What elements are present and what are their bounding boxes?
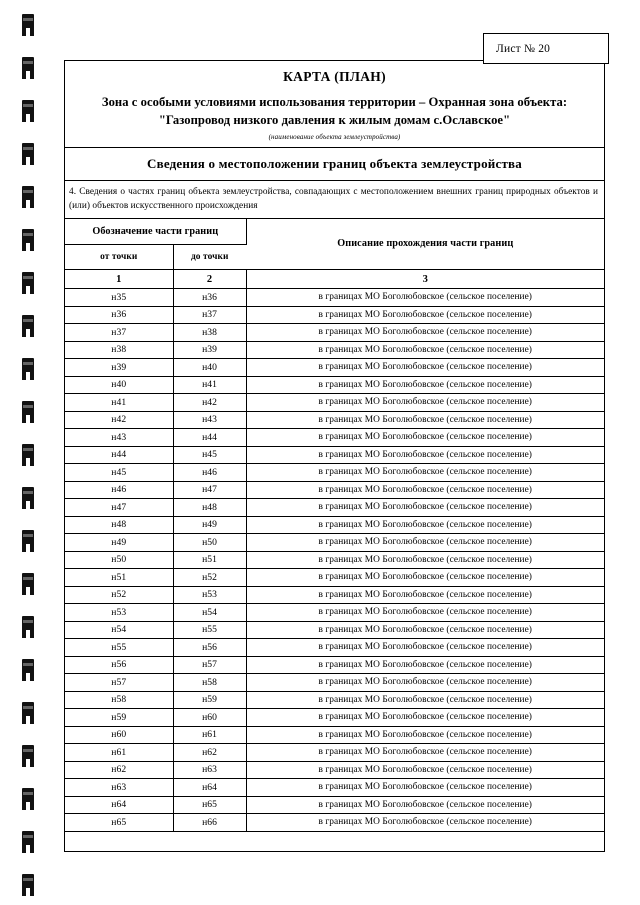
cell-description: в границах МО Боголюбовское (сельское поселение): [246, 376, 604, 394]
table-row: [65, 359, 604, 377]
binding-mark: [22, 745, 34, 767]
binding-mark: [22, 186, 34, 208]
cell-to-point: н55: [173, 621, 246, 639]
cell-description: в границах МО Боголюбовское (сельское поселение): [246, 814, 604, 832]
cell-to-point: н46: [173, 464, 246, 482]
cell-to-point: н56: [173, 639, 246, 657]
cell-description: в границах МО Боголюбовское (сельское поселение): [246, 796, 604, 814]
table-row: [65, 481, 604, 499]
cell-to-point: н44: [173, 429, 246, 447]
binding-mark: [22, 530, 34, 552]
table-row: [65, 306, 604, 324]
table-row: [65, 411, 604, 429]
cell-description: в границах МО Боголюбовское (сельское поселение): [246, 656, 604, 674]
cell-to-point: н53: [173, 586, 246, 604]
binding-mark: [22, 401, 34, 423]
title-block: [65, 61, 604, 148]
table-row: [65, 341, 604, 359]
table-row: [65, 656, 604, 674]
cell-to-point: н52: [173, 569, 246, 587]
binding-mark: [22, 659, 34, 681]
cell-from-point: н43: [65, 429, 173, 447]
cell-to-point: н61: [173, 726, 246, 744]
cell-description: в границах МО Боголюбовское (сельское поселение): [246, 779, 604, 797]
cell-description: в границах МО Боголюбовское (сельское поселение): [246, 551, 604, 569]
binding-mark: [22, 573, 34, 595]
cell-description: в границах МО Боголюбовское (сельское поселение): [246, 341, 604, 359]
table-row: [65, 726, 604, 744]
cell-to-point: н62: [173, 744, 246, 762]
cell-description: в границах МО Боголюбовское (сельское поселение): [246, 324, 604, 342]
table-row: [65, 761, 604, 779]
cell-description: в границах МО Боголюбовское (сельское поселение): [246, 604, 604, 622]
cell-from-point: н57: [65, 674, 173, 692]
binding-mark: [22, 616, 34, 638]
cell-from-point: н61: [65, 744, 173, 762]
binding-mark: [22, 57, 34, 79]
cell-to-point: н63: [173, 761, 246, 779]
cell-to-point: н54: [173, 604, 246, 622]
cell-to-point: н50: [173, 534, 246, 552]
binding-mark: [22, 100, 34, 122]
table-row: [65, 569, 604, 587]
cell-from-point: н36: [65, 306, 173, 324]
cell-to-point: н40: [173, 359, 246, 377]
table-row: [65, 796, 604, 814]
cell-to-point: н42: [173, 394, 246, 412]
cell-from-point: н64: [65, 796, 173, 814]
cell-description: в границах МО Боголюбовское (сельское поселение): [246, 481, 604, 499]
table-row: [65, 534, 604, 552]
cell-from-point: н37: [65, 324, 173, 342]
cell-description: в границах МО Боголюбовское (сельское поселение): [246, 726, 604, 744]
table-header-row-numbers: [65, 270, 604, 289]
cell-description: в границах МО Боголюбовское (сельское поселение): [246, 289, 604, 307]
section-heading: Сведения о местоположении границ объекта землеустройства: [147, 155, 522, 171]
table-row: [65, 324, 604, 342]
cell-from-point: н38: [65, 341, 173, 359]
table-row: [65, 814, 604, 832]
cell-from-point: н63: [65, 779, 173, 797]
cell-description: в границах МО Боголюбовское (сельское поселение): [246, 586, 604, 604]
object-title-line-2: "Газопровод низкого давления к жилым домам с.Ославское": [158, 112, 511, 127]
cell-to-point: н49: [173, 516, 246, 534]
cell-to-point: н60: [173, 709, 246, 727]
cell-description: в границах МО Боголюбовское (сельское поселение): [246, 516, 604, 534]
binding-mark: [22, 444, 34, 466]
cell-from-point: н45: [65, 464, 173, 482]
table-row: [65, 499, 604, 517]
cell-description: в границах МО Боголюбовское (сельское поселение): [246, 744, 604, 762]
document-title: КАРТА (ПЛАН): [283, 69, 386, 84]
cell-from-point: н56: [65, 656, 173, 674]
cell-to-point: н51: [173, 551, 246, 569]
binding-mark: [22, 831, 34, 853]
cell-to-point: н39: [173, 341, 246, 359]
table-row: [65, 621, 604, 639]
column-number-1: 1: [65, 270, 173, 289]
binding-mark: [22, 315, 34, 337]
cell-from-point: н40: [65, 376, 173, 394]
cell-from-point: н65: [65, 814, 173, 832]
cell-to-point: н45: [173, 446, 246, 464]
cell-from-point: н58: [65, 691, 173, 709]
cell-description: в границах МО Боголюбовское (сельское поселение): [246, 446, 604, 464]
cell-description: в границах МО Боголюбовское (сельское поселение): [246, 761, 604, 779]
section-heading-block: [65, 148, 604, 181]
binding-artifacts: [0, 0, 60, 905]
cell-from-point: н50: [65, 551, 173, 569]
cell-from-point: н62: [65, 761, 173, 779]
table-row: [65, 376, 604, 394]
cell-description: в границах МО Боголюбовское (сельское поселение): [246, 709, 604, 727]
cell-to-point: н41: [173, 376, 246, 394]
binding-mark: [22, 14, 34, 36]
table-header: [65, 219, 604, 289]
binding-mark: [22, 702, 34, 724]
cell-to-point: н64: [173, 779, 246, 797]
cell-from-point: н60: [65, 726, 173, 744]
cell-to-point: н57: [173, 656, 246, 674]
document-frame: [64, 60, 605, 852]
table-row: [65, 691, 604, 709]
cell-description: в границах МО Боголюбовское (сельское поселение): [246, 429, 604, 447]
table-header-row-group: [65, 219, 604, 245]
table-row: [65, 551, 604, 569]
header-description: Описание прохождения части границ: [246, 219, 604, 270]
cell-to-point: н65: [173, 796, 246, 814]
table-row: [65, 289, 604, 307]
cell-description: в границах МО Боголюбовское (сельское поселение): [246, 534, 604, 552]
binding-mark: [22, 272, 34, 294]
cell-from-point: н47: [65, 499, 173, 517]
cell-from-point: н55: [65, 639, 173, 657]
cell-from-point: н51: [65, 569, 173, 587]
cell-from-point: н44: [65, 446, 173, 464]
cell-description: в границах МО Боголюбовское (сельское поселение): [246, 359, 604, 377]
binding-mark: [22, 487, 34, 509]
header-group-designation: Обозначение части границ: [65, 219, 246, 245]
binding-mark: [22, 874, 34, 896]
cell-from-point: н54: [65, 621, 173, 639]
cell-to-point: н38: [173, 324, 246, 342]
header-from-point: от точки: [65, 245, 173, 270]
cell-from-point: н52: [65, 586, 173, 604]
table-row: [65, 779, 604, 797]
cell-description: в границах МО Боголюбовское (сельское поселение): [246, 674, 604, 692]
object-title-caption: (наименование объекта землеустройства): [268, 132, 401, 141]
cell-description: в границах МО Боголюбовское (сельское поселение): [246, 691, 604, 709]
cell-description: в границах МО Боголюбовское (сельское поселение): [246, 306, 604, 324]
cell-to-point: н58: [173, 674, 246, 692]
binding-mark: [22, 358, 34, 380]
table-row: [65, 516, 604, 534]
cell-description: в границах МО Боголюбовское (сельское поселение): [246, 639, 604, 657]
table-tail-spacer: [65, 832, 604, 850]
cell-from-point: н48: [65, 516, 173, 534]
table-row: [65, 639, 604, 657]
table-row: [65, 394, 604, 412]
cell-description: в границах МО Боголюбовское (сельское поселение): [246, 394, 604, 412]
object-title-line-1: Зона с особыми условиями использования территории – Охранная зона объекта:: [101, 95, 568, 109]
column-number-3: 3: [246, 270, 604, 289]
table-row: [65, 604, 604, 622]
table-row: [65, 709, 604, 727]
cell-description: в границах МО Боголюбовское (сельское поселение): [246, 621, 604, 639]
column-number-2: 2: [173, 270, 246, 289]
cell-description: в границах МО Боголюбовское (сельское поселение): [246, 464, 604, 482]
header-to-point: до точки: [173, 245, 246, 270]
sheet-number-box: [483, 33, 609, 64]
borders-table: [65, 219, 604, 832]
table-row: [65, 429, 604, 447]
cell-from-point: н39: [65, 359, 173, 377]
table-row: [65, 586, 604, 604]
binding-mark: [22, 229, 34, 251]
cell-description: в границах МО Боголюбовское (сельское поселение): [246, 499, 604, 517]
cell-to-point: н37: [173, 306, 246, 324]
cell-description: в границах МО Боголюбовское (сельское поселение): [246, 411, 604, 429]
cell-to-point: н59: [173, 691, 246, 709]
cell-from-point: н35: [65, 289, 173, 307]
binding-mark: [22, 788, 34, 810]
intro-paragraph-block: [65, 181, 604, 219]
cell-to-point: н66: [173, 814, 246, 832]
binding-mark: [22, 143, 34, 165]
cell-to-point: н47: [173, 481, 246, 499]
cell-from-point: н46: [65, 481, 173, 499]
cell-from-point: н53: [65, 604, 173, 622]
cell-description: в границах МО Боголюбовское (сельское поселение): [246, 569, 604, 587]
cell-to-point: н43: [173, 411, 246, 429]
table-body: [65, 289, 604, 832]
table-row: [65, 744, 604, 762]
cell-from-point: н49: [65, 534, 173, 552]
cell-from-point: н41: [65, 394, 173, 412]
table-row: [65, 464, 604, 482]
cell-to-point: н48: [173, 499, 246, 517]
cell-to-point: н36: [173, 289, 246, 307]
table-row: [65, 674, 604, 692]
table-row: [65, 446, 604, 464]
intro-paragraph: 4. Сведения о частях границ объекта землеустройства, совпадающих с местоположением внешних границ природных объектов и (или) объектов искусственного происхождения: [69, 186, 598, 211]
sheet-number-label: Лист № 20: [496, 42, 551, 55]
cell-from-point: н59: [65, 709, 173, 727]
cell-from-point: н42: [65, 411, 173, 429]
